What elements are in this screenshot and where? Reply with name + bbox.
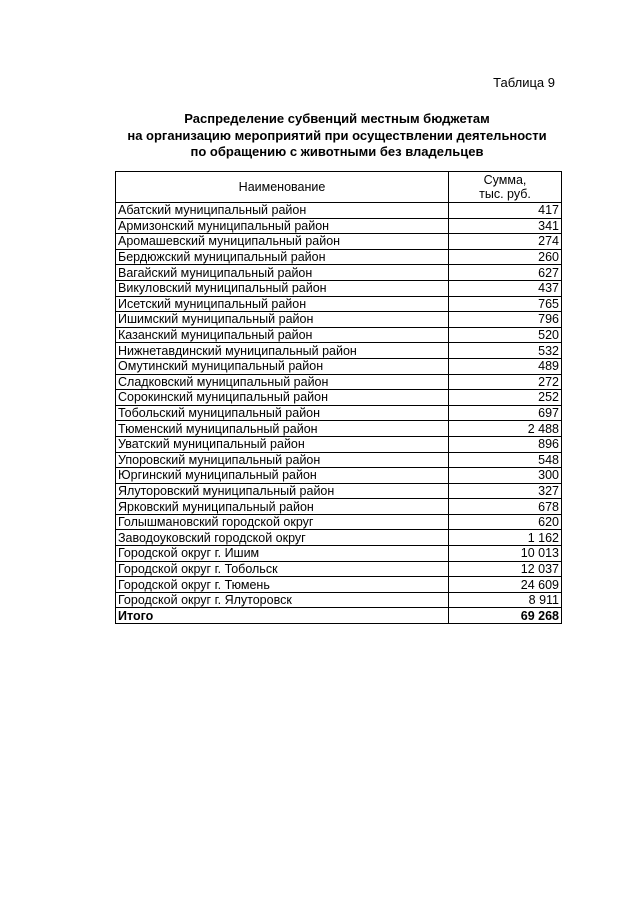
row-name: Аромашевский муниципальный район [116,234,449,250]
row-amount: 24 609 [449,577,562,593]
header-sum-line1: Сумма, [483,173,527,187]
title-line: по обращению с животными без владельцев [190,144,484,159]
row-amount: 341 [449,218,562,234]
row-name: Городской округ г. Ишим [116,546,449,562]
table-row [116,530,562,546]
total-amount: 69 268 [449,608,562,624]
row-amount: 627 [449,265,562,281]
table-row [116,327,562,343]
subsidy-table [115,171,562,624]
table-row [116,546,562,562]
header-name: Наименование [116,172,449,203]
row-name: Ярковский муниципальный район [116,499,449,515]
row-name: Исетский муниципальный район [116,296,449,312]
table-row [116,483,562,499]
row-name: Викуловский муниципальный район [116,280,449,296]
title-line: на организацию мероприятий при осуществлении деятельности [127,127,547,143]
table-row [116,592,562,608]
table-row [116,390,562,406]
row-amount: 796 [449,312,562,328]
row-name: Тюменский муниципальный район [116,421,449,437]
row-amount: 520 [449,327,562,343]
table-row [116,358,562,374]
table-row [116,312,562,328]
table-row [116,296,562,312]
row-amount: 532 [449,343,562,359]
row-amount: 417 [449,203,562,219]
row-amount: 272 [449,374,562,390]
row-name: Голышмановский городской округ [116,514,449,530]
row-amount: 765 [449,296,562,312]
row-name: Вагайский муниципальный район [116,265,449,281]
row-amount: 300 [449,468,562,484]
table-row [116,280,562,296]
row-name: Ишимский муниципальный район [116,312,449,328]
row-name: Абатский муниципальный район [116,203,449,219]
row-amount: 697 [449,405,562,421]
row-name: Нижнетавдинский муниципальный район [116,343,449,359]
row-amount: 260 [449,249,562,265]
title-line: Распределение субвенций местным бюджетам [184,111,490,126]
row-amount: 437 [449,280,562,296]
table-row [116,577,562,593]
table-row [116,374,562,390]
header-sum-line2: тыс. руб. [479,187,531,201]
table-row [116,514,562,530]
table-row [116,405,562,421]
table-row [116,499,562,515]
row-name: Сладковский муниципальный район [116,374,449,390]
table-row [116,468,562,484]
row-name: Бердюжский муниципальный район [116,249,449,265]
row-amount: 274 [449,234,562,250]
total-label: Итого [116,608,449,624]
row-name: Уватский муниципальный район [116,436,449,452]
row-name: Армизонский муниципальный район [116,218,449,234]
table-row [116,343,562,359]
table-row [116,249,562,265]
row-amount: 896 [449,436,562,452]
row-amount: 548 [449,452,562,468]
row-amount: 252 [449,390,562,406]
row-amount: 12 037 [449,561,562,577]
row-amount: 327 [449,483,562,499]
header-sum [449,172,562,203]
row-name: Казанский муниципальный район [116,327,449,343]
row-amount: 2 488 [449,421,562,437]
table-header-row [116,172,562,203]
table-row [116,203,562,219]
row-name: Ялуторовский муниципальный район [116,483,449,499]
table-row [116,234,562,250]
row-name: Омутинский муниципальный район [116,358,449,374]
table-row [116,436,562,452]
row-amount: 489 [449,358,562,374]
row-amount: 620 [449,514,562,530]
row-name: Городской округ г. Тобольск [116,561,449,577]
table-number: Таблица 9 [493,75,555,90]
table-row [116,452,562,468]
table-row [116,421,562,437]
table-row [116,218,562,234]
table-row [116,561,562,577]
table-body [116,203,562,608]
document-title [0,111,640,161]
row-name: Сорокинский муниципальный район [116,390,449,406]
row-name: Юргинский муниципальный район [116,468,449,484]
table-row [116,265,562,281]
row-amount: 10 013 [449,546,562,562]
row-name: Заводоуковский городской округ [116,530,449,546]
row-amount: 8 911 [449,592,562,608]
row-amount: 678 [449,499,562,515]
total-row [116,608,562,624]
row-amount: 1 162 [449,530,562,546]
row-name: Городской округ г. Тюмень [116,577,449,593]
row-name: Упоровский муниципальный район [116,452,449,468]
row-name: Тобольский муниципальный район [116,405,449,421]
row-name: Городской округ г. Ялуторовск [116,592,449,608]
